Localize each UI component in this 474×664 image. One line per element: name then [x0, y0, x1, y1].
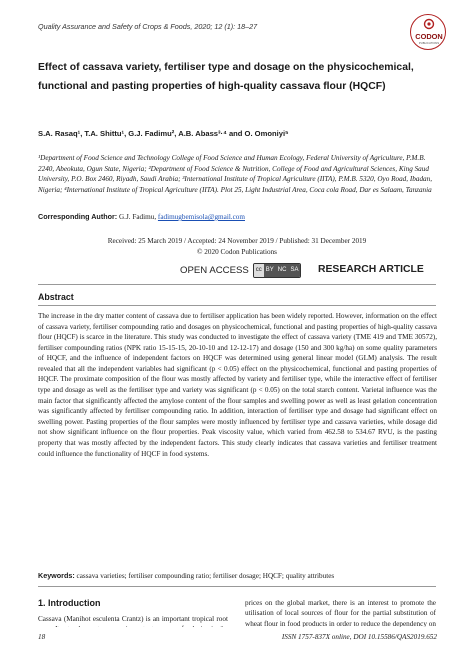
abstract-text: The increase in the dry matter content of cassava due to fertiliser application has been widely reported. However, information on the effect of cassava variety, fertiliser compounding ratio and dosages on physicochemical, functional and pasting properties of high-quality cassava flour (HQCF) is scarce in the literature. This study was conducted to investigate the effect of cassava variety (TME 419 and TME 30572), fertiliser compounding ratios (NPK ratio 15-15-15, 20-10-10 and 12-12-17) and dosage (150 and 300 kg/ha) on some quality parameters of HQCF, and the influence of independent factors on HQCF was determined using general linear model (GLM) analysis. The result revealed that all the independent variables had significant (p < 0.05) effect on the physicochemical, functional and pasting properties of HQCF. The proximate composition of the flour was mostly affected by variety and fertiliser type, while the interactive effect of fertiliser type and dosage as well as the fertiliser type and variety was significant (p < 0.05) on the total starch content. Varietal influence was the main factor that significantly affected the amylose content of the flour samples and swelling power as well as least gelation concentration was significantly affected by fertiliser compounding ratio. In addition, interaction of fertiliser type and dosage had significant effect on swelling power. Pasting properties of the flour samples were mostly influenced by fertiliser type and cassava varieties, while dosage did not show significant influence on the flour properties. Peak viscosity value, which varied from 462.58 to 534.67 RVU, is the pasting property that was mostly affected by the independent factors. This study clearly indicates that cassava varieties and fertiliser treatment could influence the functionality of HQCF in food systems. [38, 312, 437, 458]
logo-mark-icon [423, 18, 435, 30]
publisher-logo[interactable] [410, 14, 448, 52]
page-number: 18 [38, 633, 46, 641]
introduction-heading: 1. Introduction [38, 598, 101, 608]
article-title: Effect of cassava variety, fertiliser type and dosage on the physicochemical, functional and pasting properties of high-quality cassava flour (HQCF) [38, 62, 414, 92]
affiliations: ¹Department of Food Science and Technology College of Food Science and Human Ecology, Federal University of Agriculture, P.M.B. 2240, Abeokuta, Ogun State, Nigeria; ²Department of Food Science & Nutrition, College of Food and Agricultural Sciences, King Saud University, P.O. Box 2460, Riyadh, Saudi Arabia; ³International Institute of Tropical Agriculture (IITA), P.M.B. 5320, Oyo Road, Ibadan, Nigeria; ⁴International Institute of Tropical Agriculture (IITA). Plot 25, Light Industrial Area, Coca cola Road, Dar es Salaam, Tanzania [38, 154, 433, 195]
keywords-label: Keywords: [38, 571, 75, 580]
cc-icon: cc [254, 264, 264, 277]
copyright-line: © 2020 Codon Publications [197, 247, 277, 256]
keywords [38, 571, 436, 580]
publication-dates [38, 236, 436, 257]
creative-commons-badge[interactable] [253, 263, 302, 278]
journal-citation: Quality Assurance and Safety of Crops & Foods, 2020; 12 (1): 18–27 [38, 22, 258, 31]
logo-subtext: PUBLICATIONS [418, 41, 440, 45]
cc-nc-icon: NC [276, 264, 289, 277]
divider [38, 586, 436, 587]
divider [38, 284, 436, 285]
article-type-label: RESEARCH ARTICLE [318, 264, 424, 275]
divider [38, 305, 436, 306]
cc-sa-icon: SA [288, 264, 300, 277]
author-list: S.A. Rasaq¹, T.A. Shittu¹, G.J. Fadimu², A.B. Abass³·⁴ and O. Omoniyi⁵ [38, 129, 289, 138]
keywords-list: cassava varieties; fertiliser compounding ratio; fertiliser dosage; HQCF; quality attributes [76, 572, 335, 580]
open-access-row [180, 262, 301, 278]
abstract-heading: Abstract [38, 292, 74, 302]
logo-wordmark: CODON [415, 32, 443, 41]
open-access-label: OPEN ACCESS [180, 264, 249, 276]
corresponding-email-link[interactable]: fadimugbemisola@gmail.com [157, 213, 245, 221]
corresponding-name: G.J. Fadimu, [118, 213, 157, 221]
dates-line: Received: 25 March 2019 / Accepted: 24 November 2019 / Published: 31 December 2019 [107, 237, 367, 245]
introduction-right-column: prices on the global market, there is an interest to promote the utilisation of local sources of flour for the partial substitution of wheat flour in food products in order to reduce the dependency on [245, 599, 436, 627]
introduction-left-column: Cassava (Manihot esculenta Crantz) is an important tropical root [38, 615, 228, 623]
issn-doi: ISSN 1757-837X online, DOI 10.15586/QAS2019.652 [281, 633, 437, 641]
corresponding-author [38, 212, 245, 221]
corresponding-label: Corresponding Author: [38, 212, 118, 221]
cc-by-icon: BY [264, 264, 276, 277]
